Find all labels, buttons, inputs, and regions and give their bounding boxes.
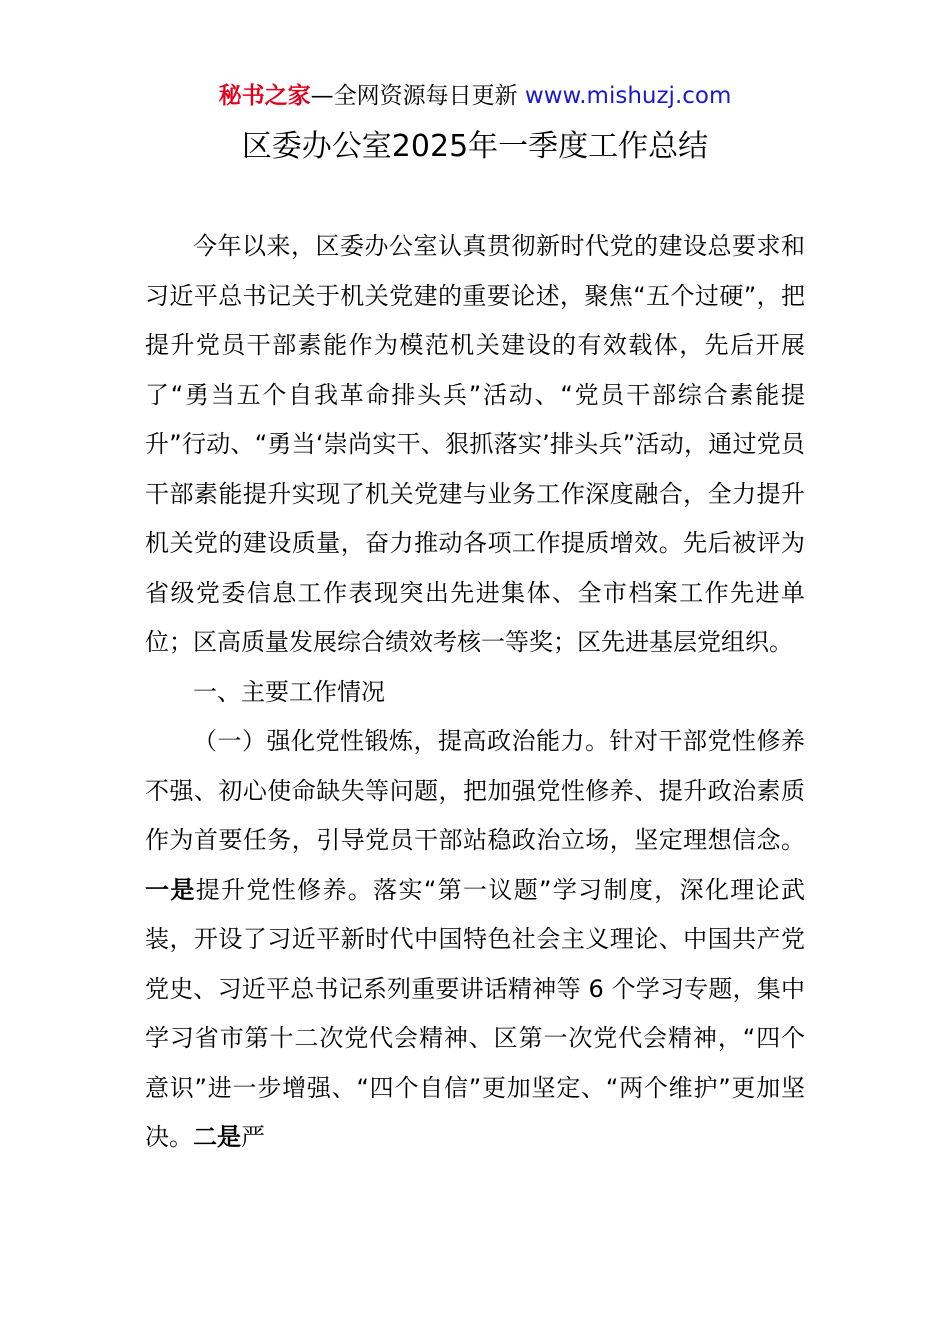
subsection-text-b: 提升党性修养。落实“第一议题”学习制度，深化理论武装，开设了习近平新时代中国特色社会主义理论、中国共产党党史、习近平总书记系列重要讲话精神等 6 个学习专题，集中学习省市第十二次党代会精神、区第一次党代会精神，“四个意识”进一步增强、“四个自信”更加坚定、“两个维护”更加坚决。 (145, 875, 805, 1151)
lead-phrase-1: 一是 (145, 875, 196, 904)
brand-name: 秘书之家 (218, 83, 311, 109)
lead-phrase-2: 二是 (193, 1123, 241, 1151)
subsection-text-c: 严 (241, 1123, 265, 1151)
site-header (0, 80, 950, 112)
header-tagline: —全网资源每日更新 (310, 83, 518, 109)
section-heading: 一、主要工作情况 (193, 677, 385, 706)
document-title: 区委办公室2025年一季度工作总结 (241, 129, 709, 164)
site-url-link[interactable]: www.mishuzj.com (524, 83, 732, 109)
subsection-paragraph (145, 717, 805, 1163)
document-body (145, 222, 805, 1163)
subsection-text-a: （一）强化党性锻炼，提高政治能力。针对干部党性修养不强、初心使命缺失等问题，把加强党性修养、提升政治素质作为首要任务，引导党员干部站稳政治立场，坚定理想信念。 (145, 727, 805, 854)
intro-paragraph: 今年以来，区委办公室认真贯彻新时代党的建设总要求和习近平总书记关于机关党建的重要论述，聚焦“五个过硬”，把提升党员干部素能作为模范机关建设的有效载体，先后开展了“勇当五个自我革命排头兵”活动、“党员干部综合素能提升”行动、“勇当‘崇尚实干、狠抓落实’排头兵”活动，通过党员干部素能提升实现了机关党建与业务工作深度融合，全力提升机关党的建设质量，奋力推动各项工作提质增效。先后被评为省级党委信息工作表现突出先进集体、全市档案工作先进单位；区高质量发展综合绩效考核一等奖；区先进基层党组织。 (145, 232, 805, 656)
